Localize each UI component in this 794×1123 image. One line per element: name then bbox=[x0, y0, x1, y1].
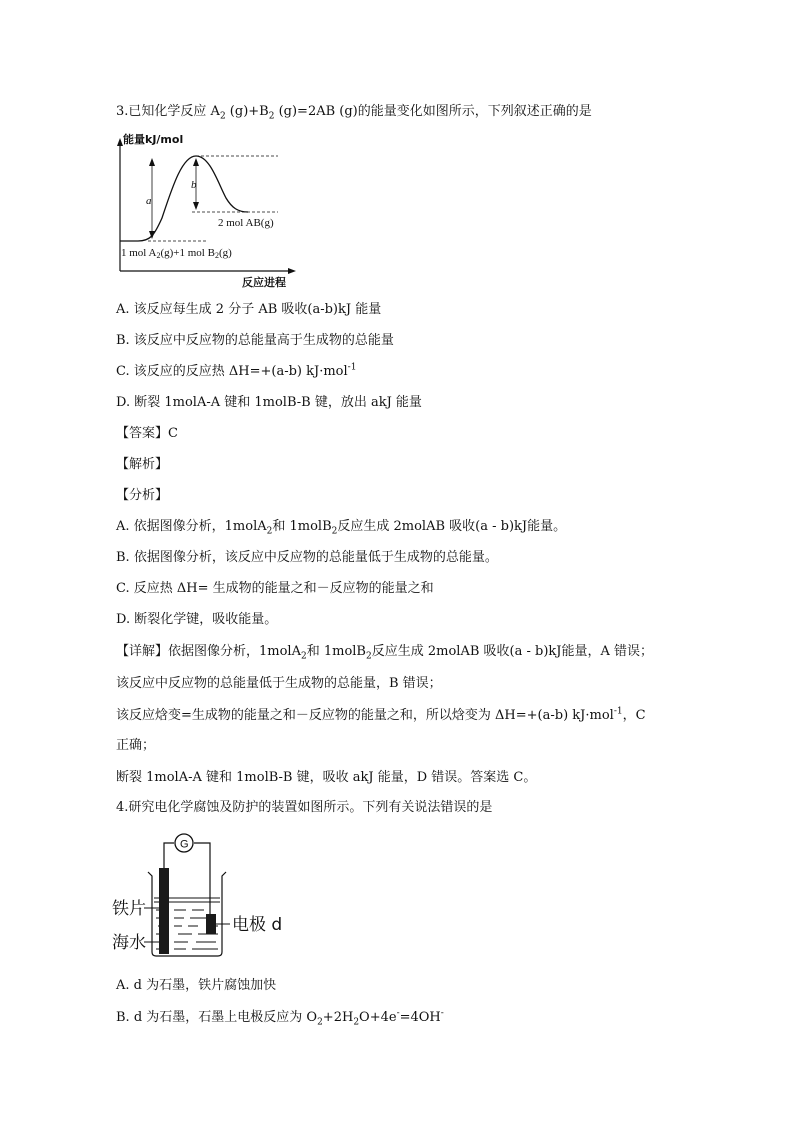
x-axis-label: 反应进程 bbox=[242, 276, 286, 289]
q4-stem: 4.研究电化学腐蚀及防护的装置如图所示。下列有关说法错误的是 bbox=[116, 800, 493, 815]
q3-option-c: C. 该反应的反应热 ΔH=+(a-b) kJ·mol$^{-1}$ bbox=[116, 362, 357, 379]
label-a: a bbox=[146, 195, 152, 207]
q3-answer: 【答案】C bbox=[116, 426, 178, 441]
electrode-d bbox=[206, 914, 216, 934]
iron-sheet bbox=[159, 868, 169, 954]
reactant-label: 1 mol A2(g)+1 mol B2(g) bbox=[121, 247, 232, 260]
arrow-b-head-bottom bbox=[193, 202, 199, 210]
q4-option-a: A. d 为石墨，铁片腐蚀加快 bbox=[116, 978, 277, 993]
arrow-a-head-top bbox=[149, 158, 155, 166]
seawater-label: 海水 bbox=[112, 933, 146, 953]
q3-detail-line1: 【详解】依据图像分析，1molA$_2$和 1molB$_2$反应生成 2molAB 吸收(a - b)kJ能量，A 错误； bbox=[116, 644, 654, 662]
q3-fenxi-c: C. 反应热 ΔH= 生成物的能量之和－反应物的能量之和 bbox=[116, 581, 434, 596]
label-b: b bbox=[191, 179, 197, 191]
arrow-b-head-top bbox=[193, 158, 199, 166]
wire-right bbox=[194, 843, 210, 914]
wire-left bbox=[164, 843, 174, 868]
q3-option-a: A. 该反应每生成 2 分子 AB 吸收(a-b)kJ 能量 bbox=[116, 302, 382, 317]
q3-analysis-title: 【解析】 bbox=[116, 457, 169, 472]
q3-option-d: D. 断裂 1molA-A 键和 1molB-B 键，放出 akJ 能量 bbox=[116, 395, 422, 410]
x-axis-arrow bbox=[288, 268, 296, 274]
q3-fenxi-title: 【分析】 bbox=[116, 488, 169, 503]
corrosion-apparatus-figure bbox=[112, 828, 288, 962]
electrode-label: 电极 d bbox=[232, 915, 283, 935]
q4-option-b: B. d 为石墨，石墨上电极反应为 $O_2+2H_2O+4e^-=4OH^-$ bbox=[116, 1008, 444, 1028]
galvanometer-label: G bbox=[180, 838, 189, 851]
q3-fenxi-b: B. 依据图像分析，该反应中反应物的总能量低于生成物的总能量。 bbox=[116, 550, 498, 565]
y-axis-label: 能量kJ/mol bbox=[123, 133, 184, 146]
q3-detail-line5: 断裂 1molA-A 键和 1molB-B 键，吸收 akJ 能量，D 错误。答案选 C。 bbox=[116, 770, 537, 785]
energy-diagram bbox=[112, 128, 302, 290]
iron-label: 铁片 bbox=[112, 899, 146, 919]
q3-detail-line3: 该反应焓变=生成物的能量之和－反应物的能量之和，所以焓变为 ΔH=+(a-b) kJ·mol$^{-1}$，C bbox=[116, 706, 646, 723]
q3-fenxi-a: A. 依据图像分析，1molA$_2$和 1molB$_2$反应生成 2molAB 吸收(a - b)kJ能量。 bbox=[116, 519, 567, 537]
q3-detail-line2: 该反应中反应物的总能量低于生成物的总能量，B 错误； bbox=[116, 676, 442, 691]
q3-fenxi-d: D. 断裂化学键，吸收能量。 bbox=[116, 612, 278, 627]
q3-option-b: B. 该反应中反应物的总能量高于生成物的总能量 bbox=[116, 333, 394, 348]
q3-detail-line4: 正确； bbox=[116, 738, 156, 753]
product-label: 2 mol AB(g) bbox=[218, 217, 274, 229]
q3-stem: 3.已知化学反应 $A_2$ $(g)+B_2$ (g)=2AB (g)的能量变化如图所示，下列叙述正确的是 bbox=[116, 104, 592, 122]
